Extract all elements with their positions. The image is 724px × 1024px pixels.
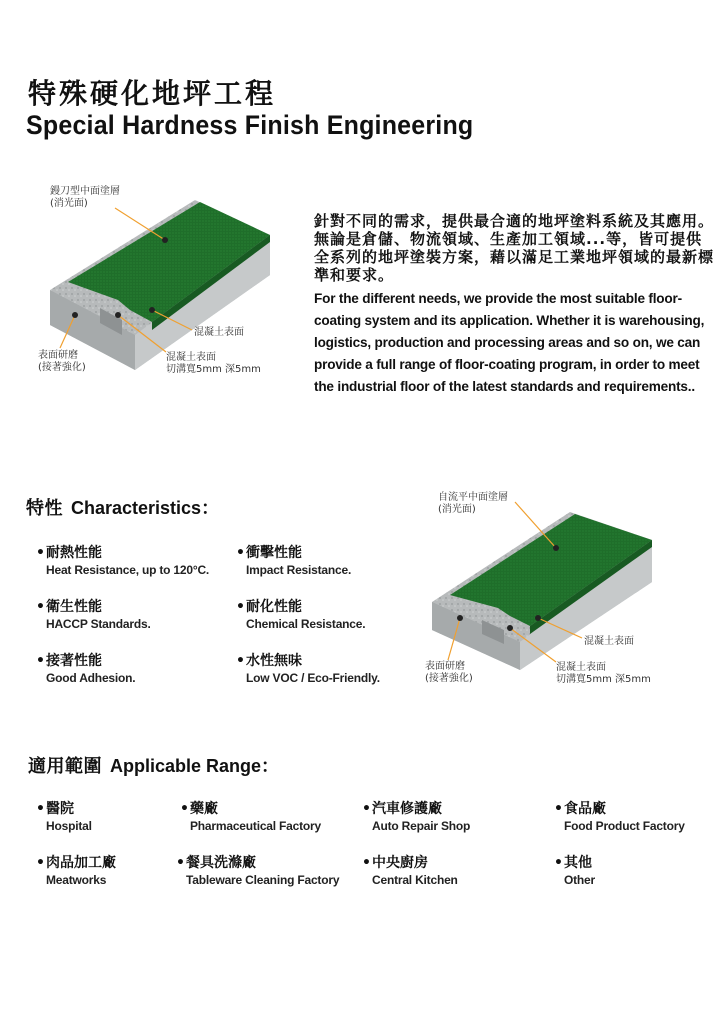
range-item: •汽車修護廠 Auto Repair Shop xyxy=(362,801,471,833)
characteristic-en: HACCP Standards. xyxy=(46,617,151,631)
callout-groove-2: 混凝土表面 切溝寬5mm 深5mm xyxy=(556,662,651,685)
range-item: •食品廠 Food Product Factory xyxy=(554,801,685,833)
characteristic-en: Good Adhesion. xyxy=(46,671,136,685)
range-zh: 汽車修護廠 xyxy=(372,801,442,817)
characteristic-en: Chemical Resistance. xyxy=(246,617,366,631)
callout-grinding-1: 表面研磨 (接著強化) xyxy=(38,350,86,373)
range-heading xyxy=(28,752,279,778)
characteristic-en: Low VOC / Eco-Friendly. xyxy=(246,671,380,685)
characteristics-heading-en: Characteristics： xyxy=(71,498,220,518)
range-zh: 中央廚房 xyxy=(372,855,428,871)
range-item: •醫院 Hospital xyxy=(36,801,92,833)
range-en: Auto Repair Shop xyxy=(372,819,471,833)
characteristics-heading xyxy=(26,494,219,520)
range-item: •餐具洗滌廠 Tableware Cleaning Factory xyxy=(176,855,340,887)
characteristic-zh: 水性無味 xyxy=(246,653,302,669)
range-zh: 餐具洗滌廠 xyxy=(186,855,256,871)
page-title-zh: 特殊硬化地坪工程 xyxy=(28,77,277,110)
callout-lines-2 xyxy=(410,490,670,690)
callout-concrete-surface-1: 混凝土表面 xyxy=(194,327,244,338)
range-en: Tableware Cleaning Factory xyxy=(186,873,340,887)
range-zh: 醫院 xyxy=(46,801,74,817)
callout-coating-2: 自流平中面塗層 (消光面) xyxy=(438,492,508,515)
characteristic-en: Heat Resistance, up to 120°C. xyxy=(46,563,210,577)
characteristic-item: •接著性能 Good Adhesion. xyxy=(36,653,136,685)
characteristic-zh: 耐化性能 xyxy=(246,599,302,615)
intro-text-zh: 針對不同的需求，提供最合適的地坪塗料系統及其應用。無論是倉儲、物流領域、生產加工領域...等，皆可提供全系列的地坪塗裝方案，藉以滿足工業地坪領域的最新標準和要求。 xyxy=(314,212,715,284)
range-zh: 藥廠 xyxy=(190,801,218,817)
range-zh: 肉品加工廠 xyxy=(46,855,116,871)
characteristics-heading-zh: 特性 xyxy=(26,498,63,519)
range-en: Meatworks xyxy=(46,873,107,887)
callout-grinding-2: 表面研磨 (接著強化) xyxy=(425,661,473,684)
range-zh: 其他 xyxy=(564,855,592,871)
range-en: Other xyxy=(564,873,596,887)
characteristic-zh: 衝擊性能 xyxy=(246,545,302,561)
characteristic-item: •衛生性能 HACCP Standards. xyxy=(36,599,151,631)
range-item: •肉品加工廠 Meatworks xyxy=(36,855,116,887)
characteristic-item: •耐熱性能 Heat Resistance, up to 120°C. xyxy=(36,545,210,577)
characteristic-item: •耐化性能 Chemical Resistance. xyxy=(236,599,366,631)
characteristic-item: •水性無味 Low VOC / Eco-Friendly. xyxy=(236,653,380,685)
page-title-en: Special Hardness Finish Engineering xyxy=(26,110,474,141)
characteristic-zh: 耐熱性能 xyxy=(46,545,102,561)
range-en: Central Kitchen xyxy=(372,873,458,887)
range-en: Pharmaceutical Factory xyxy=(190,819,321,833)
range-heading-en: Applicable Range： xyxy=(110,756,280,776)
characteristic-en: Impact Resistance. xyxy=(246,563,352,577)
callout-concrete-surface-2: 混凝土表面 xyxy=(584,636,634,647)
range-zh: 食品廠 xyxy=(564,801,606,817)
characteristic-zh: 衛生性能 xyxy=(46,599,102,615)
callout-groove-1: 混凝土表面 切溝寬5mm 深5mm xyxy=(166,352,261,375)
range-en: Hospital xyxy=(46,819,92,833)
intro-text-en: For the different needs, we provide the most suitable floor-coating system and its application. Whether it is warehousing, logistics, production and processing areas and so on, we can provide a full range of floor-coating program, in order to meet the industrial floor of the latest standards and requirements.. xyxy=(314,291,705,394)
range-heading-zh: 適用範圍 xyxy=(28,756,102,777)
range-en: Food Product Factory xyxy=(564,819,685,833)
characteristic-item: •衝擊性能 Impact Resistance. xyxy=(236,545,352,577)
callout-coating-1-text: 鏝刀型中面塗層 (消光面) xyxy=(50,186,120,209)
characteristic-zh: 接著性能 xyxy=(46,653,102,669)
range-item: •其他 Other xyxy=(554,855,596,887)
range-item: •中央廚房 Central Kitchen xyxy=(362,855,458,887)
callout-lines-1 xyxy=(20,180,320,380)
range-item: •藥廠 Pharmaceutical Factory xyxy=(180,801,321,833)
